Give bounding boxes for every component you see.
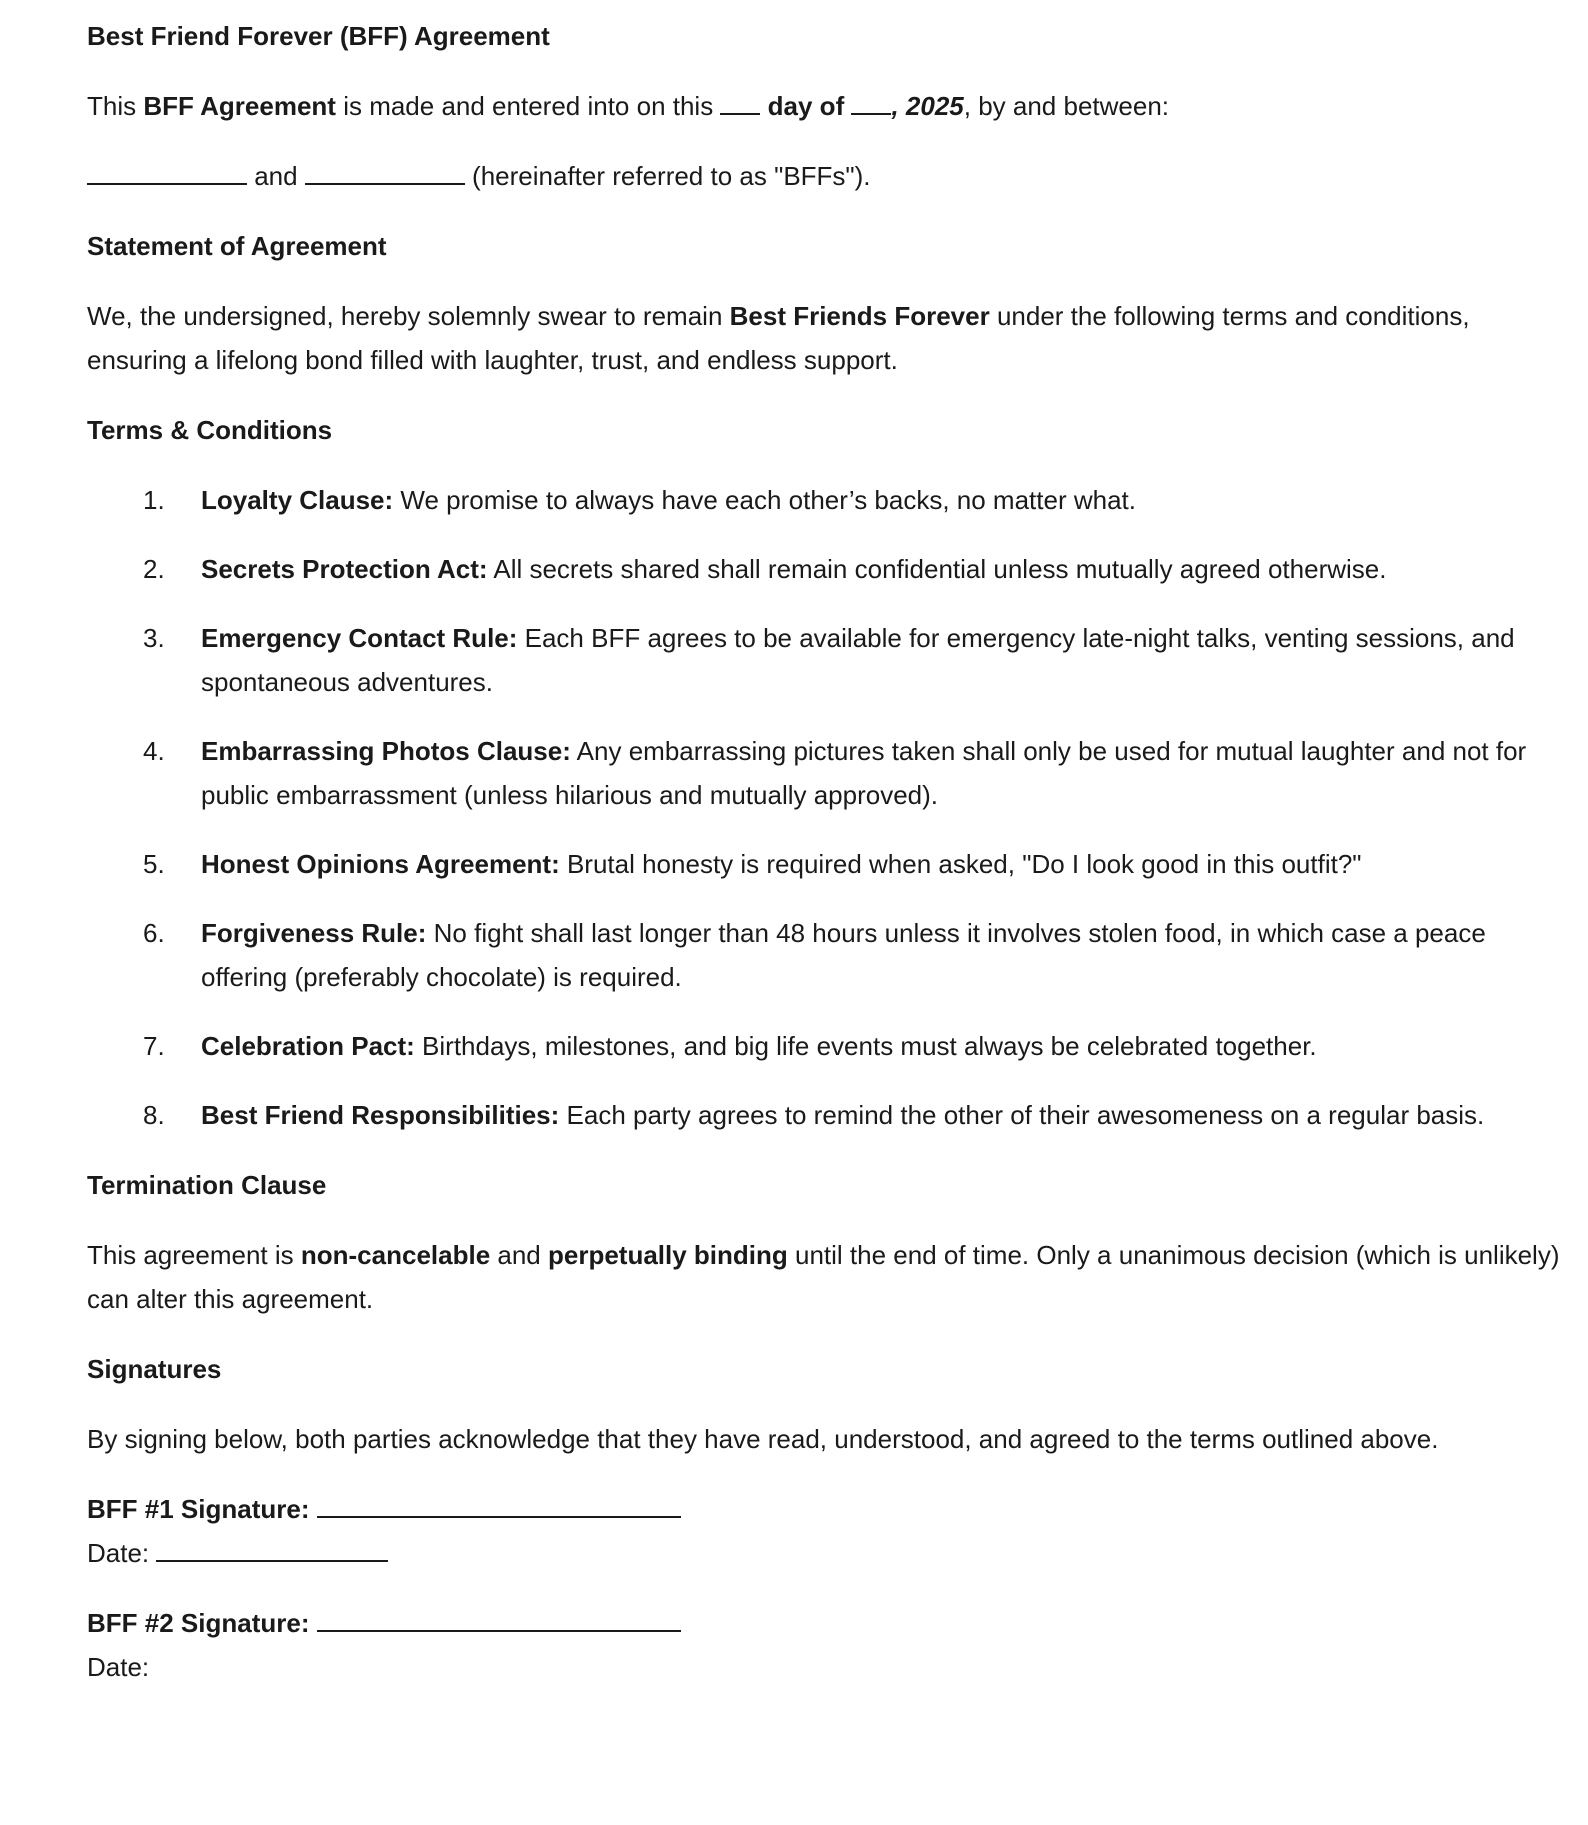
list-item bbox=[87, 729, 1557, 817]
item-label: Loyalty Clause: bbox=[201, 485, 394, 515]
statement-text: under the following terms and conditions, ensuring a lifelong bond filled with laughter, trust, and endless support. bbox=[87, 301, 1470, 375]
item-text: No fight shall last longer than 48 hours unless it involves stolen food, in which case a peace offering (preferably chocolate) is required. bbox=[201, 918, 1486, 992]
intro-text: is made and entered into on this bbox=[335, 91, 721, 121]
signatures-heading: Signatures bbox=[87, 1354, 222, 1384]
item-text: Each BFF agrees to be available for emergency late-night talks, venting sessions, and spontaneous adventures. bbox=[201, 623, 1515, 697]
list-item bbox=[87, 911, 1557, 999]
item-label: Celebration Pact: bbox=[201, 1031, 415, 1061]
item-number: 5. bbox=[143, 849, 165, 879]
statement-heading: Statement of Agreement bbox=[87, 231, 387, 261]
bff2-signature-line[interactable] bbox=[317, 1602, 681, 1632]
statement-paragraph bbox=[87, 294, 1567, 382]
intro-bold-bff-agreement: BFF Agreement bbox=[143, 91, 336, 121]
signatures-paragraph: By signing below, both parties acknowledge that they have read, understood, and agreed to the terms outlined above. bbox=[87, 1424, 1439, 1454]
document-title: Best Friend Forever (BFF) Agreement bbox=[87, 21, 550, 51]
item-number: 1. bbox=[143, 485, 165, 515]
bff1-signature-line[interactable] bbox=[317, 1488, 681, 1518]
item-text: We promise to always have each other’s backs, no matter what. bbox=[393, 485, 1136, 515]
intro-text: , by and between: bbox=[963, 91, 1170, 121]
party-1-blank[interactable] bbox=[87, 155, 247, 185]
list-item bbox=[87, 842, 1557, 886]
bff1-date-label: Date: bbox=[87, 1538, 157, 1568]
list-item bbox=[87, 1024, 1557, 1068]
termination-text: and bbox=[490, 1240, 548, 1270]
item-number: 7. bbox=[143, 1031, 165, 1061]
parties-and: and bbox=[247, 161, 305, 191]
item-label: Forgiveness Rule: bbox=[201, 918, 427, 948]
item-text: Brutal honesty is required when asked, "Do I look good in this outfit?" bbox=[559, 849, 1362, 879]
intro-year: , 2025 bbox=[891, 91, 964, 121]
statement-text: We, the undersigned, hereby solemnly swear to remain bbox=[87, 301, 730, 331]
bff2-date-label: Date: bbox=[87, 1652, 150, 1682]
item-text: Any embarrassing pictures taken shall only be used for mutual laughter and not for public embarrassment (unless hilarious and mutually approved). bbox=[201, 736, 1527, 810]
list-item bbox=[87, 547, 1557, 591]
bff2-signature-block bbox=[87, 1601, 1557, 1689]
item-label: Best Friend Responsibilities: bbox=[201, 1100, 560, 1130]
item-number: 4. bbox=[143, 736, 165, 766]
termination-paragraph bbox=[87, 1233, 1567, 1321]
intro-bold-day-of: day of bbox=[760, 91, 852, 121]
intro-text: This bbox=[87, 91, 144, 121]
month-blank[interactable] bbox=[851, 85, 891, 115]
parties-line bbox=[87, 154, 1557, 198]
item-label: Secrets Protection Act: bbox=[201, 554, 488, 584]
termination-text: This agreement is bbox=[87, 1240, 301, 1270]
item-label: Embarrassing Photos Clause: bbox=[201, 736, 571, 766]
bff1-signature-label: BFF #1 Signature: bbox=[87, 1494, 317, 1524]
item-label: Honest Opinions Agreement: bbox=[201, 849, 560, 879]
bff1-signature-block bbox=[87, 1487, 1557, 1575]
statement-bold: Best Friends Forever bbox=[729, 301, 990, 331]
party-2-blank[interactable] bbox=[305, 155, 465, 185]
termination-text: until the end of time. Only a unanimous decision (which is unlikely) can alter this agreement. bbox=[87, 1240, 1560, 1314]
termination-bold-noncancelable: non-cancelable bbox=[300, 1240, 491, 1270]
termination-heading: Termination Clause bbox=[87, 1170, 327, 1200]
day-blank[interactable] bbox=[720, 85, 760, 115]
intro-paragraph bbox=[87, 84, 1557, 128]
item-text: Birthdays, milestones, and big life events must always be celebrated together. bbox=[414, 1031, 1317, 1061]
termination-bold-binding: perpetually binding bbox=[547, 1240, 788, 1270]
item-number: 6. bbox=[143, 918, 165, 948]
item-text: Each party agrees to remind the other of their awesomeness on a regular basis. bbox=[559, 1100, 1485, 1130]
item-label: Emergency Contact Rule: bbox=[201, 623, 518, 653]
terms-list bbox=[87, 478, 1557, 1137]
item-number: 2. bbox=[143, 554, 165, 584]
bff1-date-line[interactable] bbox=[156, 1532, 388, 1562]
list-item bbox=[87, 1093, 1557, 1137]
terms-heading: Terms & Conditions bbox=[87, 415, 333, 445]
item-number: 8. bbox=[143, 1100, 165, 1130]
bff2-signature-label: BFF #2 Signature: bbox=[87, 1608, 317, 1638]
list-item bbox=[87, 616, 1557, 704]
parties-referred: (hereinafter referred to as "BFFs"). bbox=[464, 161, 871, 191]
item-number: 3. bbox=[143, 623, 165, 653]
list-item bbox=[87, 478, 1557, 522]
item-text: All secrets shared shall remain confidential unless mutually agreed otherwise. bbox=[487, 554, 1387, 584]
